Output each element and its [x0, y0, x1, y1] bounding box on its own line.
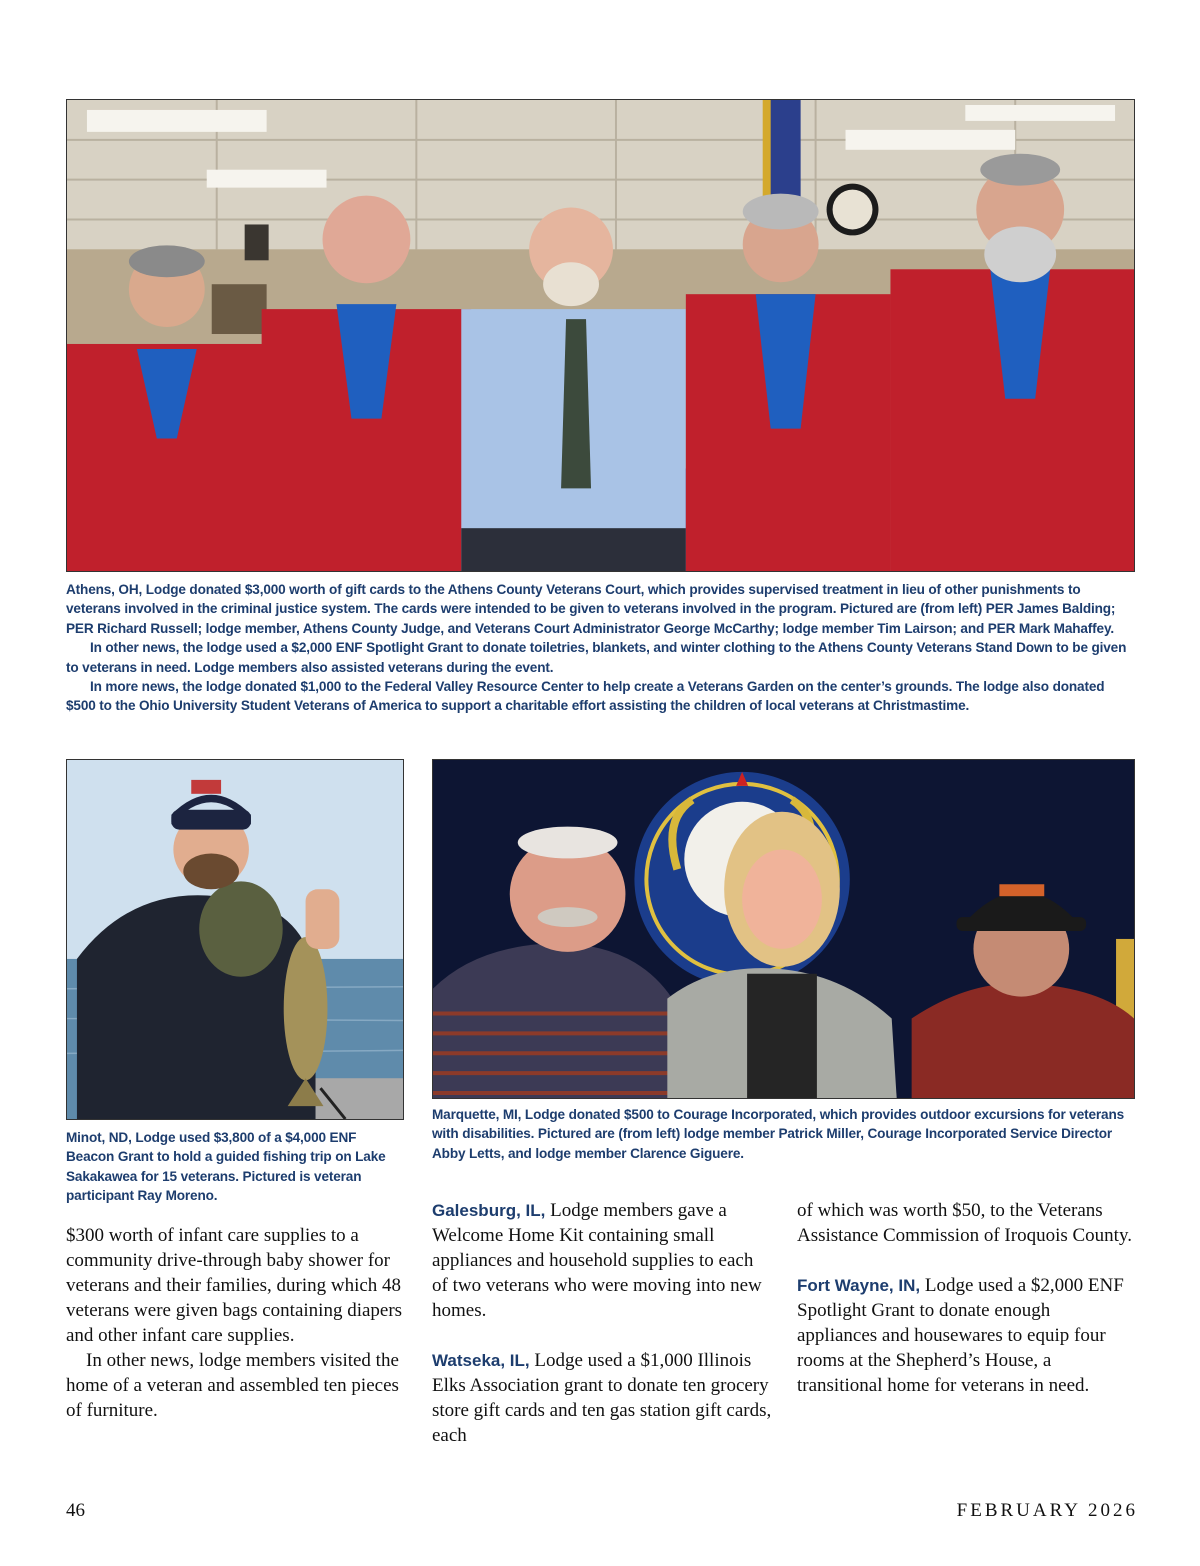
page-number: 46	[66, 1500, 85, 1521]
body-column-1	[66, 1223, 404, 1423]
marquette-photo	[432, 759, 1135, 1099]
minot-caption-text	[66, 1128, 404, 1206]
marquette-caption-body: Lodge donated $500 to Courage Incorporated, which provides outdoor excursions for veterans with disabilities. Pictured are (from left) lodge member Patrick Miller, Courage Incorporated Service Director Abby Letts, and lodge member Clarence Giguere.	[432, 1107, 1125, 1161]
marquette-location: Marquette, MI,	[432, 1107, 522, 1122]
fortwayne-location: Fort Wayne, IN,	[797, 1276, 921, 1295]
marquette-caption-text	[432, 1105, 1135, 1163]
galesburg-text: Lodge members gave a Welcome Home Kit containing small appliances and household supplies to each of two veterans who were moving into new homes.	[432, 1200, 762, 1321]
galesburg-location: Galesburg, IL,	[432, 1201, 546, 1220]
fortwayne-paragraph	[797, 1273, 1135, 1398]
athens-caption-p1	[66, 580, 1135, 638]
minot-caption-body: Lodge used $3,800 of a $4,000 ENF Beacon Grant to hold a guided fishing trip on Lake Sakakawea for 15 veterans. Pictured is veteran participant Ray Moreno.	[66, 1130, 386, 1204]
minot-caption	[66, 1128, 404, 1206]
athens-photo	[66, 99, 1135, 572]
watseka-paragraph	[432, 1348, 772, 1448]
minot-photo	[66, 759, 404, 1120]
col1-paragraph-2: In other news, lodge members visited the home of a veteran and assembled ten pieces of furniture.	[66, 1350, 399, 1421]
athens-location: Athens, OH,	[66, 582, 143, 597]
watseka-text: Lodge used a $1,000 Illinois Elks Association grant to donate ten grocery store gift cards and ten gas station gift cards, each	[432, 1350, 772, 1446]
body-column-3	[797, 1198, 1135, 1398]
fortwayne-text: Lodge used a $2,000 ENF Spotlight Grant to donate enough appliances and housewares to equip four rooms at the Shepherd’s House, a transitional home for veterans in need.	[797, 1275, 1124, 1396]
watseka-location: Watseka, IL,	[432, 1351, 530, 1370]
body-column-2	[432, 1198, 772, 1448]
athens-caption-text-1: Lodge donated $3,000 worth of gift cards to the Athens County Veterans Court, which provides supervised treatment in lieu of other punishments to veterans involved in the criminal justice system. The cards were intended to be given to veterans involved in the program. Pictured are (from left) PER James Balding; PER Richard Russell; lodge member, Athens County Judge, and Veterans Court Administrator George McCarthy; lodge member Tim Lairson; and PER Mark Mahaffey.	[66, 582, 1116, 636]
issue-date: FEBRUARY 2026	[956, 1500, 1138, 1521]
col1-paragraph-1: $300 worth of infant care supplies to a community drive-through baby shower for veterans and their families, during which 48 veterans were given bags containing diapers and other infant care supplies.	[66, 1225, 403, 1346]
athens-caption-p2: In other news, the lodge used a $2,000 ENF Spotlight Grant to donate toiletries, blankets, and winter clothing to the Athens County Veterans Stand Down to be given to veterans in need. Lodge members also assisted veterans during the event.	[66, 640, 1127, 675]
minot-photo-illustration	[67, 760, 403, 1119]
col3-continuation: of which was worth $50, to the Veterans Assistance Commission of Iroquois County.	[797, 1200, 1132, 1246]
athens-caption	[66, 580, 1135, 716]
galesburg-paragraph	[432, 1198, 772, 1323]
marquette-caption	[432, 1105, 1135, 1163]
athens-photo-illustration	[67, 100, 1134, 571]
marquette-photo-illustration	[433, 760, 1134, 1098]
athens-caption-p3: In more news, the lodge donated $1,000 to the Federal Valley Resource Center to help create a Veterans Garden on the center’s grounds. The lodge also donated $500 to the Ohio University Student Veterans of America to support a charitable effort assisting the children of local veterans at Christmastime.	[66, 679, 1105, 714]
minot-location: Minot, ND,	[66, 1130, 132, 1145]
